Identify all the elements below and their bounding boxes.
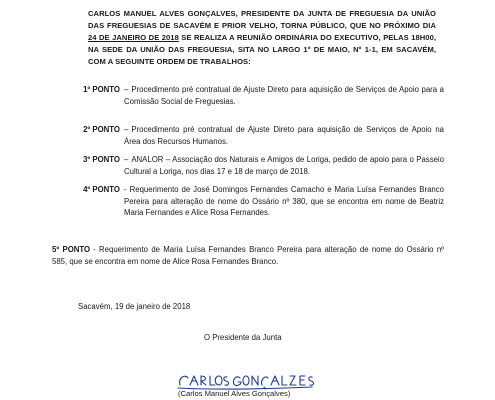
intro-text-2: SE REALIZA A REUNIÃO ORDINÁRIA DO EXECUTIVO, PELAS 18H00, NA SEDE DA UNIÃO DAS FREGUESIA, SITA NO LARGO 1º DE MAIO, Nº 1-1, EM SACAVÉM, COM A SEGUINTE ORDEM DE TRABALHOS: — [88, 33, 436, 66]
signatory-name: (Carlos Manuel Alves Gonçalves) — [178, 389, 291, 398]
point-label: 4º PONTO — [83, 185, 120, 194]
public-notice-intro — [88, 8, 436, 68]
agenda-point-5 — [52, 244, 444, 267]
handwritten-signature — [176, 371, 316, 391]
point-body — [124, 124, 444, 147]
point-label: 2º PONTO — [83, 125, 120, 134]
point-text: Requerimento de Maria Luísa Fernandes Branco Pereira para alteração de nome do Ossário nº 585, que se encontra em nome de Alice Rosa Fernandes Branco. — [52, 245, 445, 266]
point-text: Procedimento pré contratual de Ajuste Direto para aquisição de Serviços de Apoio na Área dos Recursos Humanos. — [124, 125, 444, 146]
point-text: Requerimento de José Domingos Fernandes Camacho e Maria Luísa Fernandes Branco Pereira para alteração de nome do Ossário nº 380, que se encontra em nome de Beatriz Maria Fernandes e Alice Rosa Fernandes. — [124, 185, 444, 217]
point-body — [124, 184, 444, 219]
point-dash: - — [124, 185, 127, 194]
signatory-role: O Presidente da Junta — [204, 333, 282, 342]
point-dash: – — [124, 125, 129, 134]
point-text: Procedimento pré contratual de Ajuste Direto para aquisição de Serviços de Apoio para a Comissão Social de Freguesias. — [124, 85, 444, 106]
point-dash: - — [93, 245, 96, 254]
point-text: ANALOR – Associação dos Naturais e Amigos de Loriga, pedido de apoio para o Passeio Cultural a Loriga, nos dias 17 e 18 de março de 2018. — [124, 155, 444, 176]
intro-text-1: CARLOS MANUEL ALVES GONÇALVES, PRESIDENTE DA JUNTA DE FREGUESIA DA UNIÃO DAS FREGUESIAS DE SACAVÉM E PRIOR VELHO, TORNA PÚBLICO, QUE NO PRÓXIMO DIA — [88, 9, 436, 30]
point-label: 5º PONTO — [52, 245, 91, 254]
point-dash: – — [124, 85, 129, 94]
point-body — [124, 154, 444, 177]
point-label: 3º PONTO — [83, 155, 120, 164]
place-and-date: Sacavém, 19 de janeiro de 2018 — [78, 302, 191, 311]
point-label: 1º PONTO — [83, 85, 120, 94]
point-dash: – — [124, 155, 129, 164]
meeting-date: 24 DE JANEIRO DE 2018 — [88, 33, 179, 42]
point-body — [124, 84, 444, 107]
